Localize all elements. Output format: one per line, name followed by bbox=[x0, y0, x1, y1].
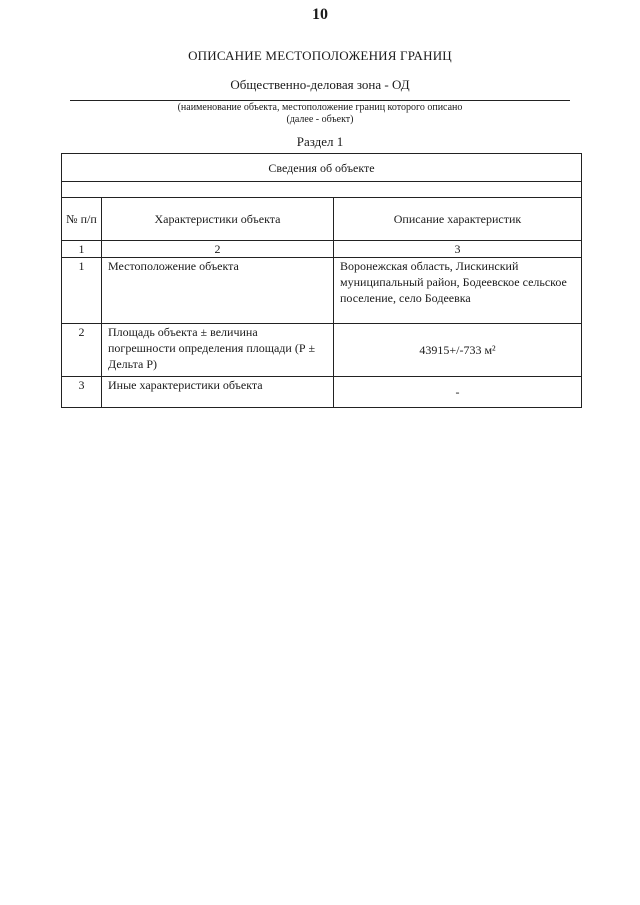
caption-line-2: (далее - объект) bbox=[286, 114, 354, 125]
table-header-row bbox=[62, 154, 582, 182]
caption bbox=[0, 102, 640, 126]
table-row bbox=[62, 324, 582, 377]
column-header-row bbox=[62, 198, 582, 241]
object-info-table bbox=[61, 153, 582, 408]
row-characteristic: Местоположение объекта bbox=[102, 258, 334, 324]
table-spacer-cell bbox=[62, 182, 582, 198]
row-description: Воронежская область, Лискинский муниципальный район, Бодеевское сельское поселение, село Бодеевка bbox=[334, 258, 582, 324]
column-index-cell: 1 bbox=[62, 241, 102, 258]
table-row bbox=[62, 258, 582, 324]
caption-line-1: (наименование объекта, местоположение границ которого описано bbox=[177, 102, 463, 113]
column-header-characteristic: Характеристики объекта bbox=[102, 198, 334, 241]
column-index-cell: 2 bbox=[102, 241, 334, 258]
row-characteristic: Иные характеристики объекта bbox=[102, 377, 334, 408]
row-description: - bbox=[334, 377, 582, 408]
column-header-num: № п/п bbox=[62, 198, 102, 241]
section-label: Раздел 1 bbox=[296, 134, 344, 149]
row-number: 1 bbox=[62, 258, 102, 324]
column-index-cell: 3 bbox=[334, 241, 582, 258]
table-spacer-row bbox=[62, 182, 582, 198]
row-number: 2 bbox=[62, 324, 102, 377]
column-header-description: Описание характеристик bbox=[334, 198, 582, 241]
underline-rule bbox=[70, 100, 570, 101]
row-number: 3 bbox=[62, 377, 102, 408]
table-header: Сведения об объекте bbox=[62, 154, 582, 182]
row-characteristic: Площадь объекта ± величина погрешности определения площади (Р ± Дельта Р) bbox=[102, 324, 334, 377]
zone-name: Общественно-деловая зона - ОД bbox=[230, 77, 410, 92]
page-number: 10 bbox=[312, 6, 328, 23]
row-description: 43915+/-733 м² bbox=[334, 324, 582, 377]
column-index-row bbox=[62, 241, 582, 258]
table-row bbox=[62, 377, 582, 408]
document-title: ОПИСАНИЕ МЕСТОПОЛОЖЕНИЯ ГРАНИЦ bbox=[188, 48, 452, 63]
